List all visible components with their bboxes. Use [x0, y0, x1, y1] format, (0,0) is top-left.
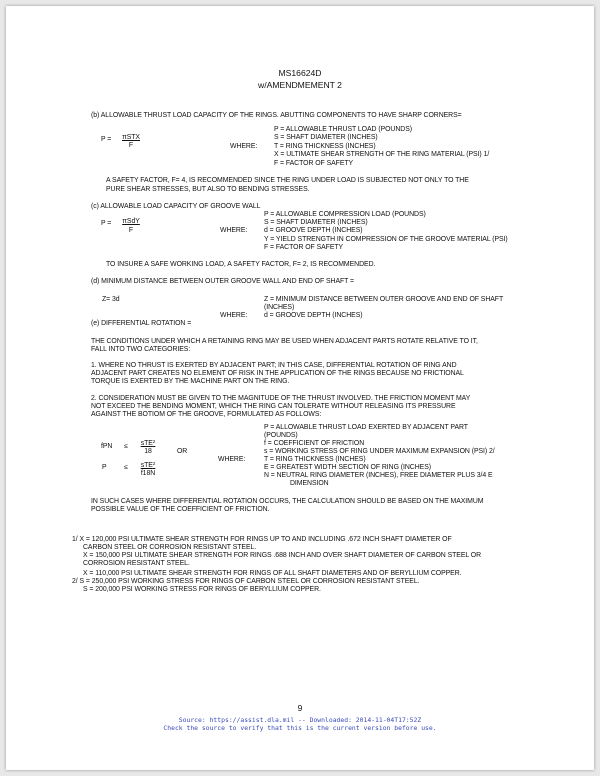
section-c-where: WHERE:: [220, 227, 248, 234]
footnote-line: X = 110,000 PSI ULTIMATE SHEAR STRENGTH FOR RINGS OF ALL SHAFT DIAMETERS AND OF BERYLLIUM COPPER.: [83, 570, 462, 577]
footnote-line: S = 200,000 PSI WORKING STRESS FOR RINGS OF BERYLLIUM COPPER.: [83, 586, 321, 593]
section-c-def: Y = YIELD STRENGTH IN COMPRESSION OF THE GROOVE MATERIAL (PSI): [264, 236, 508, 243]
section-e-def: DIMENSION: [290, 480, 329, 487]
formula1-left: fPN: [101, 443, 113, 450]
formula1-le: ≤: [124, 443, 128, 450]
section-d-heading: (d) MINIMUM DISTANCE BETWEEN OUTER GROOVE WALL AND END OF SHAFT =: [91, 278, 355, 285]
section-c-def: S = SHAFT DIAMETER (INCHES): [264, 219, 368, 226]
section-d-def: (INCHES): [264, 304, 295, 311]
footnote-line: X = 150,000 PSI ULTIMATE SHEAR STRENGTH FOR RINGS .688 INCH AND OVER SHAFT DIAMETER OF CARBON STEEL OR: [83, 552, 482, 559]
formula2-left: P: [102, 464, 107, 471]
formula2-denominator: f18N: [140, 470, 156, 477]
section-e-item1: 1. WHERE NO THRUST IS EXERTED BY ADJACENT PART; IN THIS CASE, DIFFERENTIAL ROTATION OF RING AND: [91, 362, 457, 369]
footnote-line: 2/ S = 250,000 PSI WORKING STRESS FOR RINGS OF CARBON STEEL OR CORROSION RESISTANT STEEL.: [72, 578, 420, 585]
amendment-label: w/AMENDMEMENT 2: [258, 80, 342, 90]
section-b-def: T = RING THICKNESS (INCHES): [274, 143, 376, 150]
section-e-def: f = COEFFICIENT OF FRICTION: [264, 440, 365, 447]
formula1-denominator: 18: [144, 448, 152, 455]
section-b-where: WHERE:: [230, 143, 258, 150]
section-d-def: Z = MINIMUM DISTANCE BETWEEN OUTER GROOVE AND END OF SHAFT: [264, 296, 504, 303]
section-e-closing: POSSIBLE VALUE OF THE COEFFICIENT OF FRICTION.: [91, 506, 270, 513]
section-e-item2: AGAINST THE BOTIOM OF THE GROOVE, FORMULATED AS FOLLOWS:: [91, 411, 322, 418]
source-line: Check the source to verify that this is the current version before use.: [163, 724, 437, 732]
footnote-line: CARBON STEEL OR CORROSION RESISTANT STEEL.: [83, 544, 257, 551]
section-e-item2: 2. CONSIDERATION MUST BE GIVEN TO THE MAGNITUDE OF THE THRUST INVOLVED. THE FRICTION MOMENT MAY: [91, 395, 471, 402]
document-page: [6, 6, 594, 770]
formula1-numerator: sTE$^2$: [140, 439, 156, 447]
section-c-note: TO INSURE A SAFE WORKING LOAD, A SAFETY FACTOR, F= 2, IS RECOMMENDED.: [106, 261, 376, 268]
section-e-def: P = ALLOWABLE THRUST LOAD EXERTED BY ADJACENT PART: [264, 424, 468, 431]
document-id: MS16624D: [278, 68, 322, 78]
formula2-le: ≤: [124, 464, 128, 471]
section-e-item2: NOT EXCEED THE BENDING MOMENT, WHICH THE RING CAN TOLERATE WITHOUT RELEASING ITS PRESSURE: [91, 403, 456, 410]
section-b-p-equals: P =: [101, 136, 112, 143]
section-e-heading: (e) DIFFERENTIAL ROTATION =: [91, 320, 192, 327]
section-e-where: WHERE:: [218, 456, 246, 463]
section-e-def: T = RING THICKNESS (INCHES): [264, 456, 366, 463]
section-b-def: P = ALLOWABLE THRUST LOAD (POUNDS): [274, 126, 413, 133]
section-c-def: d = GROOVE DEPTH (INCHES): [264, 227, 363, 234]
page-number: 9: [297, 703, 303, 713]
section-c-def: F = FACTOR OF SAFETY: [264, 244, 344, 251]
section-b-numerator: πSTX: [122, 134, 140, 141]
section-e-item1: ADJACENT PART CREATES NO ELEMENT OF RISK IN THE APPLICATION OF THE RINGS BECAUSE NO FRICTIONAL: [91, 370, 464, 377]
section-e-def: E = GREATEST WIDTH SECTION OF RING (INCHES): [264, 464, 431, 471]
section-b-note: A SAFETY FACTOR, F= 4, IS RECOMMENDED SINCE THE RING UNDER LOAD IS SUBJECTED NOT ONLY TO THE: [106, 177, 469, 184]
section-b-heading: (b) ALLOWABLE THRUST LOAD CAPACITY OF THE RINGS. ABUTTING COMPONENTS TO HAVE SHARP CORNERS=: [91, 112, 462, 119]
formula-or: OR: [177, 448, 188, 455]
section-e-item1: TORQUE IS EXERTED BY THE MACHINE PART ON THE RING.: [91, 378, 290, 385]
section-b-def: F = FACTOR OF SAFETY: [274, 160, 354, 167]
section-e-def: N = NEUTRAL RING DIAMETER (INCHES), FREE DIAMETER PLUS 3/4 E: [264, 472, 493, 479]
section-d-where: WHERE:: [220, 312, 248, 319]
section-c-numerator: πSdY: [122, 218, 140, 225]
footnote-line: 1/ X = 120,000 PSI ULTIMATE SHEAR STRENGTH FOR RINGS UP TO AND INCLUDING .672 INCH SHAFT DIAMETER OF: [72, 536, 452, 543]
section-e-closing: IN SUCH CASES WHERE DIFFERENTIAL ROTATION OCCURS, THE CALCULATION SHOULD BE BASED ON THE MAXIMUM: [91, 498, 484, 505]
section-c-def: P = ALLOWABLE COMPRESSION LOAD (POUNDS): [264, 211, 426, 218]
formula2-numerator: sTE$^2$: [140, 461, 156, 469]
section-d-def: d = GROOVE DEPTH (INCHES): [264, 312, 363, 319]
section-e-def: s = WORKING STRESS OF RING UNDER MAXIMUM EXPANSION (PSI) 2/: [264, 448, 495, 455]
section-e-intro: THE CONDITIONS UNDER WHICH A RETAINING RING MAY BE USED WHEN ADJACENT PARTS ROTATE RELATIVE TO IT,: [91, 338, 478, 345]
section-b-denominator: F: [128, 142, 134, 149]
section-e-def: (POUNDS): [264, 432, 298, 439]
section-c-p-equals: P =: [101, 220, 112, 227]
section-e-intro: FALL INTO TWO CATEGORIES:: [91, 346, 191, 353]
section-b-def: S = SHAFT DIAMETER (INCHES): [274, 134, 378, 141]
section-b-note: PURE SHEAR STRESSES, BUT ALSO TO BENDING STRESSES.: [106, 186, 310, 193]
section-c-denominator: F: [128, 227, 134, 234]
footnote-line: CORROSION RESISTANT STEEL.: [83, 560, 190, 567]
section-d-equation: Z= 3d: [102, 296, 120, 303]
source-line: Source: https://assist.dla.mil -- Downloaded: 2014-11-04T17:52Z: [178, 716, 422, 724]
section-b-def: X = ULTIMATE SHEAR STRENGTH OF THE RING MATERIAL (PSI) 1/: [274, 151, 490, 158]
section-c-heading: (c) ALLOWABLE LOAD CAPACITY OF GROOVE WALL: [91, 203, 261, 210]
